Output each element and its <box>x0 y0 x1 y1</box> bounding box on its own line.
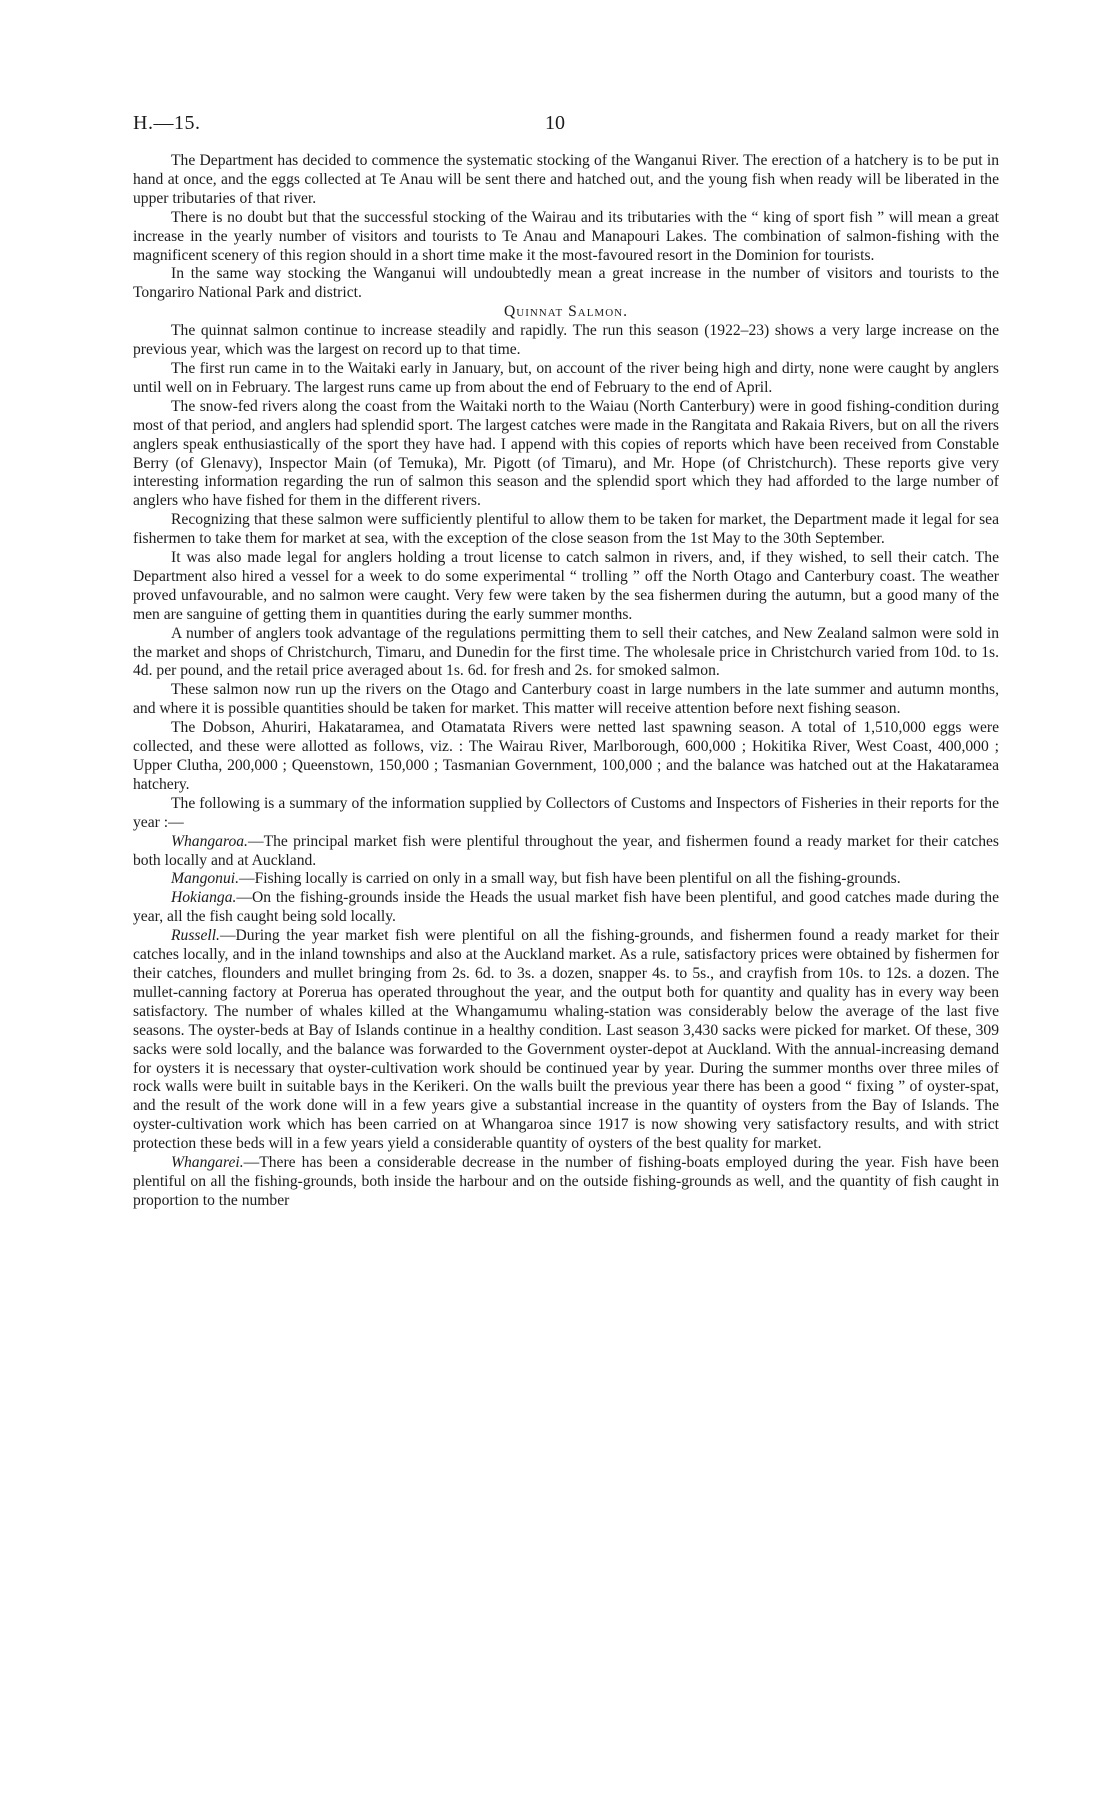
paragraph-wanganui-stocking: The Department has decided to commence the systematic stocking of the Wanganui River. The erection of a hatchery is to be put in hand at once, and the eggs collected at Te Anau will be sent there and hatched out, and the young fish when ready will be liberated in the upper tributaries of that river. <box>133 152 999 207</box>
district-text: —The principal market fish were plentiful throughout the year, and fishermen found a ready market for their catches both locally and at Auckland. <box>133 832 999 869</box>
district-text: —There has been a considerable decrease in the number of fishing-boats employed during the year. Fish have been plentiful on all the fishing-grounds, both inside the harbour and on the outside fishing-grounds as well, and the quantity of fish caught in proportion to the number <box>133 1154 999 1209</box>
district-name: Hokianga. <box>171 889 237 907</box>
paragraph-egg-collection: The Dobson, Ahuriri, Hakataramea, and Otamatata Rivers were netted last spawning season. A total of 1,510,000 eggs were collected, and these were allotted as follows, viz. : The Wairau River, Marlborough, 600,000 ; Hokitika River, West Coast, 400,000 ; Upper Clutha, 200,000 ; Queenstown, 150,000 ; Tasmanian Government, 100,000 ; and the balance was hatched out at the Hakataramea hatchery. <box>133 719 999 793</box>
district-name: Whangaroa. <box>171 832 248 850</box>
district-report <box>133 927 999 1154</box>
district-name: Mangonui. <box>171 870 240 888</box>
paragraph-run-timing: These salmon now run up the rivers on the Otago and Canterbury coast in large numbers in the late summer and autumn months, and where it is possible quantities should be taken for market. This matter will receive attention before next fishing season. <box>133 681 999 718</box>
paragraph-trout-license: It was also made legal for anglers holding a trout license to catch salmon in rivers, and, if they wished, to sell their catch. The Department also hired a vessel for a week to do some experimental “ trolling ” off the North Otago and Canterbury coast. The weather proved unfavourable, and no salmon were caught. Very few were taken by the sea fishermen during the autumn, but a good many of the men are sanguine of getting them in quantities during the early summer months. <box>133 549 999 623</box>
district-text: —Fishing locally is carried on only in a small way, but fish have been plentiful on all the fishing-grounds. <box>239 870 901 888</box>
paragraph-summary-intro: The following is a summary of the information supplied by Collectors of Customs and Inspectors of Fisheries in their reports for the year :— <box>133 794 999 831</box>
paragraph-salmon-increase: The quinnat salmon continue to increase steadily and rapidly. The run this season (1922–23) shows a very large increase on the previous year, which was the largest on record up to that time. <box>133 322 999 359</box>
district-name: Whangarei. <box>171 1154 244 1172</box>
district-text: —During the year market fish were plentiful on all the fishing-grounds, and fishermen found a ready market for their catches locally, and in the inland townships and also at the Auckland market. As a rule, satisfactory prices were obtained by fishermen for their catches, flounders and mullet bringing from 2s. 6d. to 3s. a dozen, snapper 4s. to 5s., and crayfish from 10s. to 12s. a dozen. The mullet-canning factory at Porerua has operated throughout the year, and the output both for quantity and quality has in every way been satisfactory. The number of whales killed at the Whangamumu whaling-station was considerably below the average of the last five seasons. The oyster-beds at Bay of Islands continue in a healthy condition. Last season 3,430 sacks were picked for market. Of these, 309 sacks were sold locally, and the balance was forwarded to the Government oyster-depot at Auckland. With the annual-increasing demand for oysters it is necessary that oyster-cultivation work should be continued year by year. During the summer months over three miles of rock walls were built in suitable bays in the Kerikeri. On the walls built the previous year there has been a good “ fixing ” of oyster-spat, and the result of the work done will in a few years give a substantial increase in the quantity of oysters from the Bay of Islands. The oyster-cultivation work which has been carried on at Whangaroa since 1917 is now showing very satisfactory results, and with strict protection these beds will in a few years yield a considerable quantity of oysters of the best quality for market. <box>133 927 999 1153</box>
district-report <box>133 1154 999 1211</box>
district-name: Russell. <box>171 927 220 945</box>
paragraph-tongariro: In the same way stocking the Wanganui will undoubtedly mean a great increase in the number of visitors and tourists to the Tongariro National Park and district. <box>133 265 999 302</box>
paragraph-first-run: The first run came in to the Waitaki early in January, but, on account of the river being high and dirty, none were caught by anglers until well on in February. The largest runs came up from about the end of February to the end of April. <box>133 359 999 396</box>
district-report <box>133 870 999 889</box>
paragraph-wairau-tourism: There is no doubt but that the successful stocking of the Wairau and its tributaries with the “ king of sport fish ” will mean a great increase in the yearly number of visitors and tourists to Te Anau and Manapouri Lakes. The combination of salmon-fishing with the magnificent scenery of this region should in a short time make it the most-favoured resort in the Dominion for tourists. <box>133 208 999 264</box>
paragraph-sales: A number of anglers took advantage of the regulations permitting them to sell their catches, and New Zealand salmon were sold in the market and shops of Christchurch, Timaru, and Dunedin for the first time. The wholesale price in Christchurch varied from 10d. to 1s. 4d. per pound, and the retail price averaged about 1s. 6d. for fresh and 2s. for smoked salmon. <box>133 624 999 680</box>
body-text <box>133 152 999 1211</box>
document-reference: H.—15. <box>133 112 201 134</box>
paragraph-snow-fed-rivers: The snow-fed rivers along the coast from the Waitaki north to the Waiau (North Canterbury) were in good fishing-condition during most of that period, and anglers had splendid sport. The largest catches were made in the Rangitata and Rakaia Rivers, but on all the rivers anglers speak enthusiastically of the sport they have had. I append with this copies of reports which have been received from Constable Berry (of Glenavy), Inspector Main (of Temuka), Mr. Pigott (of Timaru), and Mr. Hope (of Christchurch). These reports give very interesting information regarding the run of salmon this season and the splendid sport which they had afforded to the large number of anglers who have fished for them in the different rivers. <box>133 397 999 510</box>
document-page <box>133 112 999 1211</box>
paragraph-market-legal: Recognizing that these salmon were sufficiently plentiful to allow them to be taken for market, the Department made it legal for sea fishermen to take them for market at sea, with the exception of the close season from the 1st May to the 30th September. <box>133 511 999 548</box>
district-text: —On the fishing-grounds inside the Heads the usual market fish have been plentiful, and good catches made during the year, all the fish caught being sold locally. <box>133 889 999 926</box>
district-report <box>133 889 999 927</box>
page-number: 10 <box>545 112 565 134</box>
district-report <box>133 833 999 871</box>
section-heading-quinnat-salmon: Quinnat Salmon. <box>503 303 628 321</box>
page-header <box>133 112 999 152</box>
